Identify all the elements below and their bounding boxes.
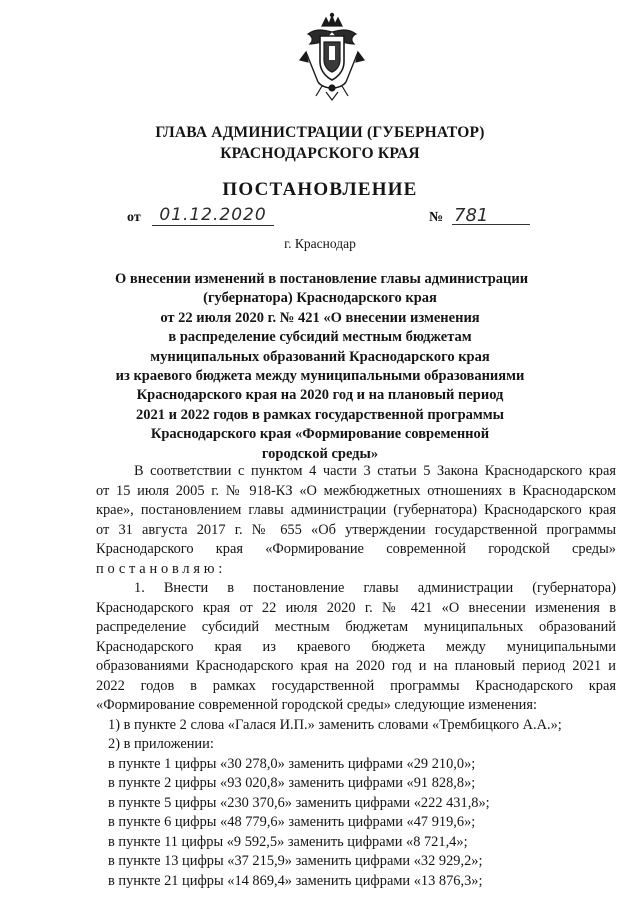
point-1-line: 2022 годов в рамках государственной программы Краснодарского края: [96, 677, 616, 694]
coat-of-arms-icon: [296, 12, 368, 102]
resolution-title: [115, 270, 529, 464]
preamble-line: крае», постановлением главы администрации (губернатора) Краснодарского края: [96, 502, 616, 518]
title-line: муниципальных образований Краснодарского края: [150, 348, 490, 365]
title-line: Краснодарского края на 2020 год и на плановый период: [136, 387, 504, 404]
point-1-line: образованиями Краснодарского края на 2020 год и на плановый период 2021 и: [96, 658, 616, 674]
point-1-line: 1. Внести в постановление главы администрации (губернатора): [134, 580, 616, 596]
point-1-line: распределение субсидий местным бюджетам муниципальных образований: [96, 619, 616, 635]
point-1-line: Краснодарского края от 22 июля 2020 г. № 421 «О внесении изменения в: [96, 599, 616, 616]
preamble-line: В соответствии с пунктом 4 части 3 статьи 5 Закона Краснодарского края: [134, 463, 616, 479]
decree-word: постановляю:: [96, 560, 227, 577]
point-1-line: Краснодарского края из краевого бюджета между муниципальными: [96, 638, 616, 655]
date-value: 01.12.2020: [152, 206, 274, 226]
date-label: от: [127, 210, 141, 225]
title-line: городской среды»: [261, 445, 379, 462]
city-name: г. Краснодар: [284, 236, 356, 251]
change-item: в пункте 2 цифры «93 020,8» заменить цифрами «91 828,8»;: [108, 775, 476, 791]
title-line: (губернатора) Краснодарского края: [203, 290, 437, 307]
preamble-line: от 31 августа 2017 г. № 655 «Об утверждении государственной программы: [96, 521, 616, 538]
subitem-2: 2) в приложении:: [108, 736, 214, 752]
date-number-line: [0, 206, 640, 230]
preamble-line: от 15 июля 2005 г. № 918-КЗ «О межбюджетных отношениях в Краснодарском: [96, 482, 616, 499]
authority-line-1: ГЛАВА АДМИНИСТРАЦИИ (ГУБЕРНАТОР): [155, 124, 485, 141]
document-type-heading: ПОСТАНОВЛЕНИЕ: [222, 179, 418, 200]
number-value: 781: [452, 206, 530, 225]
title-line: в распределение субсидий местным бюджетам: [168, 329, 472, 346]
title-line: из краевого бюджета между муниципальными образованиями: [115, 368, 525, 385]
authority-heading: [0, 122, 640, 164]
change-item: в пункте 6 цифры «48 779,6» заменить цифрами «47 919,6»;: [108, 814, 476, 830]
resolution-body: [96, 462, 616, 891]
point-1-line: «Формирование современной городской среды» следующие изменения:: [96, 697, 537, 713]
change-item: в пункте 13 цифры «37 215,9» заменить цифрами «32 929,2»;: [108, 853, 483, 869]
title-line: Краснодарского края «Формирование современной: [150, 426, 490, 443]
subitem-1: 1) в пункте 2 слова «Галася И.П.» заменить словами «Трембицкого А.А.»;: [108, 716, 562, 733]
change-item: в пункте 11 цифры «9 592,5» заменить цифрами «8 721,4»;: [108, 833, 468, 850]
title-line: 2021 и 2022 годов в рамках государственной программы: [136, 406, 504, 423]
authority-line-2: КРАСНОДАРСКОГО КРАЯ: [220, 145, 420, 162]
number-label: №: [429, 210, 444, 225]
change-item: в пункте 1 цифры «30 278,0» заменить цифрами «29 210,0»;: [108, 755, 476, 772]
title-line: от 22 июля 2020 г. № 421 «О внесении изменения: [160, 309, 480, 326]
preamble-line: Краснодарского края «Формирование современной городской среды»: [96, 541, 616, 557]
title-line: О внесении изменений в постановление главы администрации: [115, 271, 529, 287]
change-item: в пункте 21 цифры «14 869,4» заменить цифрами «13 876,3»;: [108, 872, 483, 889]
change-item: в пункте 5 цифры «230 370,6» заменить цифрами «222 431,8»;: [108, 794, 490, 811]
